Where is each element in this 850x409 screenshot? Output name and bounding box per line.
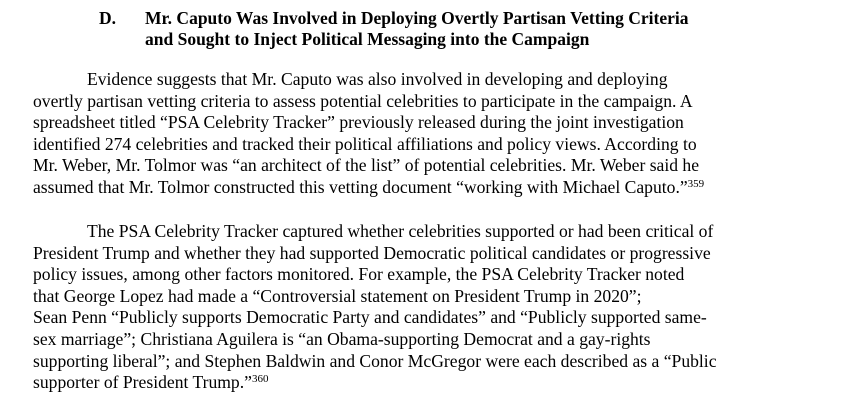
footnote-ref-360[interactable]: 360: [251, 373, 269, 386]
section-heading: [99, 8, 819, 50]
paragraph-2: [33, 221, 833, 394]
paragraph-2-line: policy issues, among other factors monitored. For example, the PSA Celebrity Tracker noted: [33, 264, 685, 285]
paragraph-2-line: President Trump and whether they had supported Democratic political candidates or progressive: [33, 242, 711, 263]
paragraph-1: [33, 69, 833, 199]
paragraph-1-line: identified 274 celebrities and tracked their political affiliations and policy views. According to: [33, 133, 697, 154]
paragraph-2-line: supporting liberal”; and Stephen Baldwin and Conor McGregor were each described as a “Public: [33, 350, 717, 371]
section-heading-line-1: [99, 8, 819, 29]
paragraph-2-line: sex marriage”; Christiana Aguilera is “an Obama-supporting Democrat and a gay-rights: [33, 328, 651, 349]
paragraph-2-line: The PSA Celebrity Tracker captured whether celebrities supported or had been critical of: [87, 221, 714, 241]
paragraph-2-last-line: [33, 372, 833, 394]
paragraph-2-line: Sean Penn “Publicly supports Democratic Party and candidates” and “Publicly supported same-: [33, 307, 707, 328]
paragraph-1-line: spreadsheet titled “PSA Celebrity Tracker” previously released during the joint investigation: [33, 112, 684, 133]
paragraph-2-line: supporter of President Trump.”: [33, 372, 252, 393]
paragraph-1-line: Evidence suggests that Mr. Caputo was also involved in developing and deploying: [87, 69, 668, 89]
paragraph-2-line: that George Lopez had made a “Controversial statement on President Trump in 2020”;: [33, 285, 642, 306]
paragraph-1-line: overtly partisan vetting criteria to assess potential celebrities to participate in the campaign. A: [33, 90, 693, 111]
paragraph-1-line: assumed that Mr. Tolmor constructed this vetting document “working with Michael Caputo.”: [33, 176, 688, 197]
paragraph-1-line: Mr. Weber, Mr. Tolmor was “an architect of the list” of potential celebrities. Mr. Weber said he: [33, 155, 700, 176]
section-letter: D.: [99, 8, 117, 28]
section-title-line-1: Mr. Caputo Was Involved in Deploying Overtly Partisan Vetting Criteria: [145, 8, 689, 28]
paragraph-1-last-line: [33, 177, 833, 199]
footnote-ref-359[interactable]: 359: [687, 177, 705, 190]
section-title-line-2: and Sought to Inject Political Messaging into the Campaign: [145, 29, 590, 49]
